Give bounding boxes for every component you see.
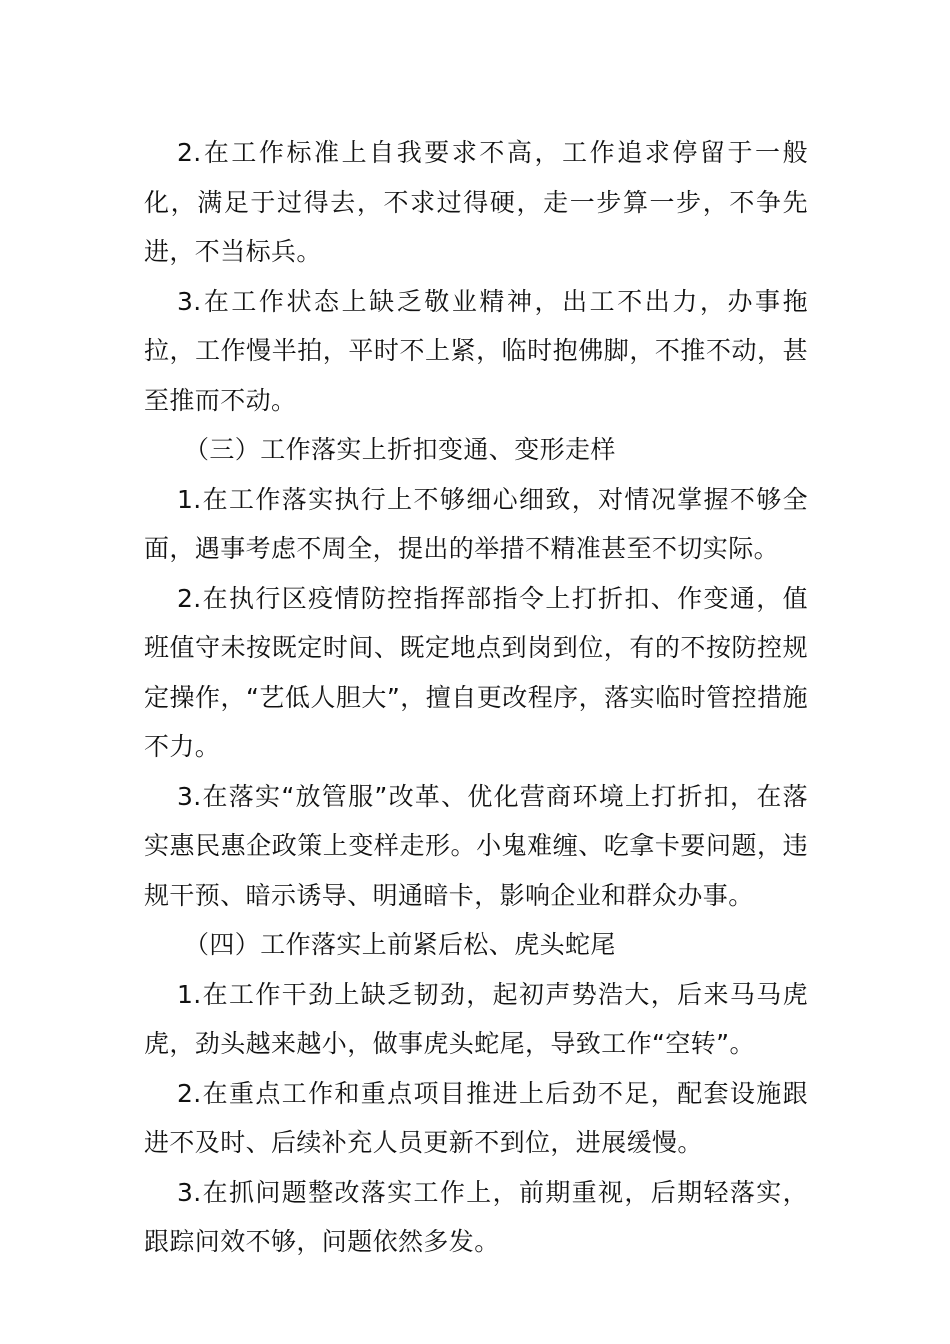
- paragraph-rectification: 3.在抓问题整改落实工作上，前期重视，后期轻落实，跟踪问效不够，问题依然多发。: [144, 1177, 808, 1256]
- paragraph-implementation-detail: 1.在工作落实执行上不够细心细致，对情况掌握不够全面，遇事考虑不周全，提出的举措不精准甚至不切实际。: [144, 484, 808, 563]
- paragraph-epidemic-control: 2.在执行区疫情防控指挥部指令上打折扣、作变通，值班值守未按既定时间、既定地点到岗到位，有的不按防控规定操作，“艺低人胆大”，擅自更改程序，落实临时管控措施不力。: [144, 583, 808, 761]
- paragraph-business-environment: 3.在落实“放管服”改革、优化营商环境上打折扣，在落实惠民惠企政策上变样走形。小鬼难缠、吃拿卡要问题，违规干预、暗示诱导、明通暗卡，影响企业和群众办事。: [144, 781, 808, 910]
- document-body: [144, 128, 808, 1267]
- section-heading-four: （四）工作落实上前紧后松、虎头蛇尾: [184, 930, 616, 959]
- section-heading-three: （三）工作落实上折扣变通、变形走样: [184, 435, 616, 464]
- paragraph-key-projects: 2.在重点工作和重点项目推进上后劲不足，配套设施跟进不及时、后续补充人员更新不到位，进展缓慢。: [144, 1078, 808, 1157]
- paragraph-work-attitude: 3.在工作状态上缺乏敬业精神，出工不出力，办事拖拉，工作慢半拍，平时不上紧，临时抱佛脚，不推不动，甚至推而不动。: [144, 286, 808, 415]
- paragraph-lack-of-tenacity: 1.在工作干劲上缺乏韧劲，起初声势浩大，后来马马虎虎，劲头越来越小，做事虎头蛇尾，导致工作“空转”。: [144, 979, 808, 1058]
- paragraph-standard-requirements: 2.在工作标准上自我要求不高，工作追求停留于一般化，满足于过得去，不求过得硬，走一步算一步，不争先进，不当标兵。: [144, 138, 808, 266]
